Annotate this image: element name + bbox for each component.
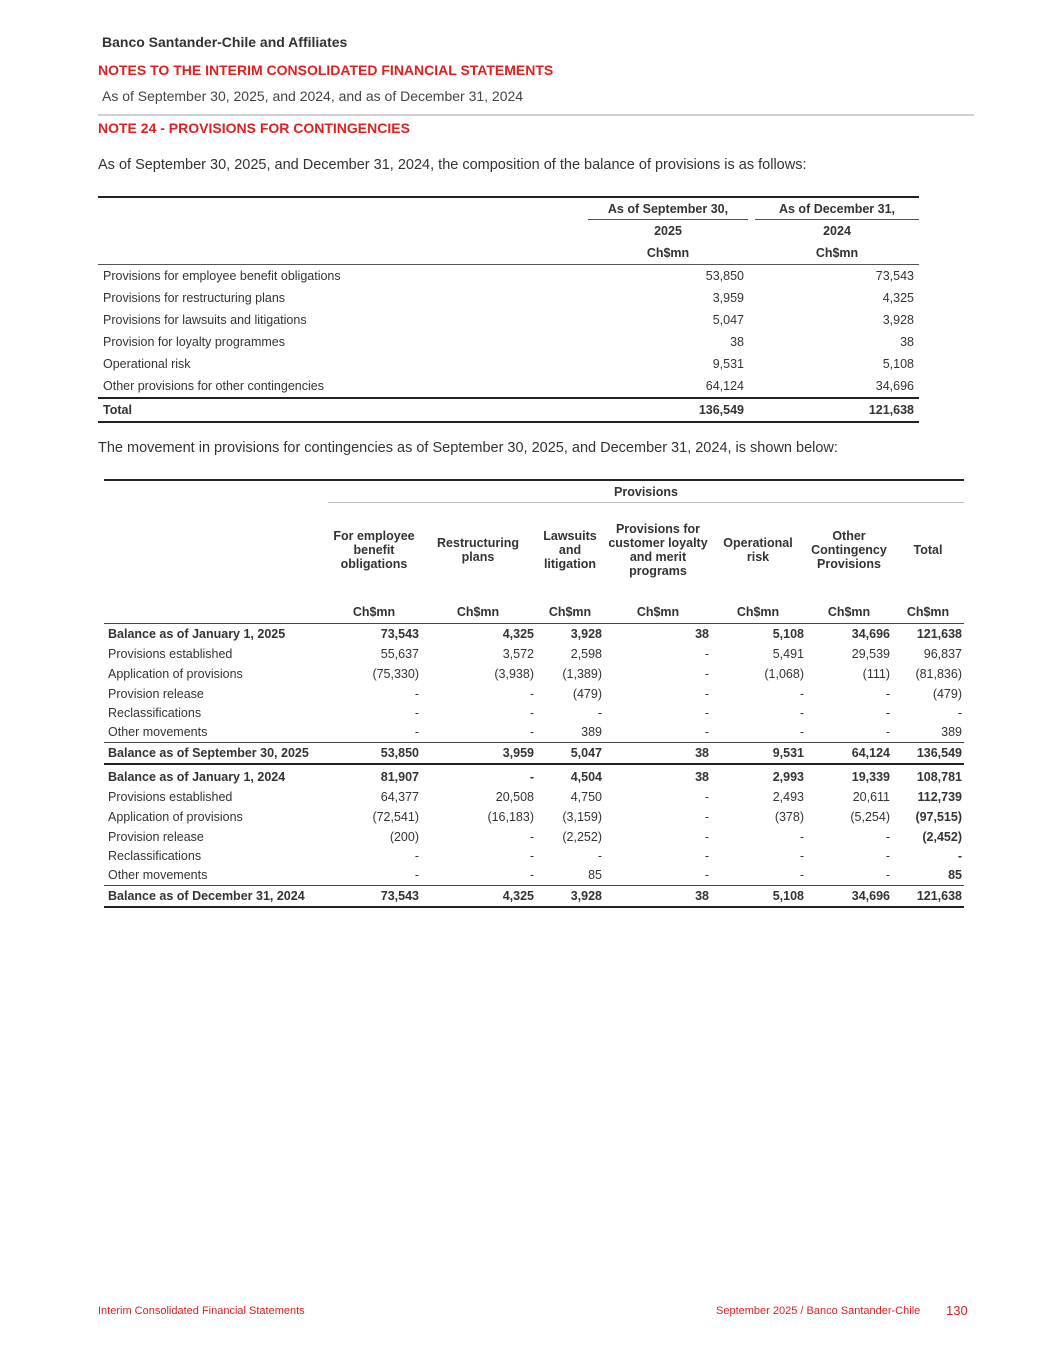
row-label: Provisions for lawsuits and litigations bbox=[103, 313, 307, 327]
table-row bbox=[104, 684, 964, 704]
col-operational-risk: Operational risk bbox=[723, 536, 793, 564]
cell-value: 29,539 bbox=[851, 647, 890, 661]
unit-label: Ch$mn bbox=[548, 605, 592, 619]
row-label: Balance as of December 31, 2024 bbox=[108, 889, 305, 903]
cell-value: - bbox=[799, 849, 804, 863]
cell-value: - bbox=[529, 725, 534, 739]
cell-value: - bbox=[885, 868, 890, 882]
cell-value: - bbox=[799, 725, 804, 739]
cell-value: 34,696 bbox=[851, 889, 890, 903]
value-2025: 53,850 bbox=[705, 269, 744, 283]
table-row bbox=[104, 767, 964, 787]
cell-value: 121,638 bbox=[916, 627, 962, 641]
cell-value: 3,928 bbox=[570, 627, 602, 641]
table-row bbox=[104, 886, 964, 906]
table-row bbox=[98, 309, 919, 331]
cell-value: - bbox=[704, 868, 709, 882]
cell-value: (2,252) bbox=[562, 830, 602, 844]
cell-value: - bbox=[799, 868, 804, 882]
cell-value: - bbox=[414, 725, 419, 739]
row-label: Balance as of September 30, 2025 bbox=[108, 746, 309, 760]
column-headers bbox=[104, 503, 964, 601]
cell-value: - bbox=[529, 849, 534, 863]
cell-value: 81,907 bbox=[380, 770, 419, 784]
table-row bbox=[104, 787, 964, 807]
cell-value: 5,108 bbox=[772, 627, 804, 641]
cell-value: 5,047 bbox=[570, 746, 602, 760]
row-label: Balance as of January 1, 2024 bbox=[108, 770, 286, 784]
cell-value: 73,543 bbox=[380, 889, 419, 903]
cell-value: (479) bbox=[932, 687, 962, 701]
cell-value: 5,491 bbox=[772, 647, 804, 661]
cell-value: - bbox=[704, 725, 709, 739]
year-2025: 2025 bbox=[654, 224, 682, 238]
cell-value: (97,515) bbox=[915, 810, 962, 824]
cell-value: 20,611 bbox=[852, 790, 890, 804]
col-loyalty: Provisions for customer loyalty and merit programs bbox=[608, 522, 708, 578]
unit-label: Ch$mn bbox=[906, 605, 950, 619]
unit-row bbox=[104, 601, 964, 623]
col-sep-2025-head: As of September 30, bbox=[607, 202, 729, 216]
cell-value: 3,928 bbox=[570, 889, 602, 903]
year-2024: 2024 bbox=[823, 224, 851, 238]
cell-value: 5,108 bbox=[772, 889, 804, 903]
cell-value: 389 bbox=[941, 725, 962, 739]
cell-value: (1,389) bbox=[562, 667, 602, 681]
cell-value: - bbox=[704, 647, 709, 661]
unit-label: Ch$mn bbox=[456, 605, 500, 619]
cell-value: (81,836) bbox=[915, 667, 962, 681]
row-label: Operational risk bbox=[103, 357, 191, 371]
col-employee-benefit: For employee benefit obligations bbox=[333, 529, 415, 571]
row-label: Balance as of January 1, 2025 bbox=[108, 627, 286, 641]
col-total: Total bbox=[913, 543, 943, 557]
unit-label: Ch$mn bbox=[736, 605, 780, 619]
cell-value: 53,850 bbox=[380, 746, 419, 760]
col-other-contingency: Other Contingency Provisions bbox=[811, 529, 887, 571]
table-row bbox=[104, 743, 964, 763]
cell-value: - bbox=[414, 706, 419, 720]
cell-value: (3,938) bbox=[494, 667, 534, 681]
table-row bbox=[104, 624, 964, 644]
cell-value: - bbox=[885, 706, 890, 720]
value-2024: 3,928 bbox=[882, 313, 914, 327]
row-label: Other provisions for other contingencies bbox=[103, 379, 324, 393]
cell-value: 38 bbox=[695, 627, 709, 641]
cell-value: (75,330) bbox=[372, 667, 419, 681]
value-2025: 38 bbox=[730, 335, 744, 349]
cell-value: - bbox=[529, 868, 534, 882]
value-2024: 73,543 bbox=[875, 269, 914, 283]
cell-value: 4,750 bbox=[570, 790, 602, 804]
cell-value: - bbox=[414, 868, 419, 882]
cell-value: 85 bbox=[588, 868, 602, 882]
cell-value: 112,739 bbox=[917, 790, 962, 804]
row-label: Application of provisions bbox=[108, 810, 243, 824]
cell-value: 85 bbox=[948, 868, 962, 882]
value-2024: 5,108 bbox=[882, 357, 914, 371]
cell-value: 3,572 bbox=[502, 647, 534, 661]
group-head: Provisions bbox=[614, 485, 678, 499]
cell-value: 2,493 bbox=[772, 790, 804, 804]
cell-value: - bbox=[704, 790, 709, 804]
row-label: Reclassifications bbox=[108, 849, 202, 863]
value-2024: 38 bbox=[900, 335, 914, 349]
cell-value: - bbox=[704, 687, 709, 701]
cell-value: 3,959 bbox=[502, 746, 534, 760]
footer-bank: Banco Santander-Chile bbox=[806, 1305, 921, 1317]
cell-value: (2,452) bbox=[922, 830, 962, 844]
cell-value: - bbox=[529, 706, 534, 720]
cell-value: - bbox=[885, 687, 890, 701]
cell-value: - bbox=[885, 849, 890, 863]
intro-text: As of September 30, 2025, and December 31, 2024, the composition of the balance of provisions is as follows: bbox=[98, 157, 807, 173]
cell-value: 4,325 bbox=[502, 889, 534, 903]
cell-value: 136,549 bbox=[916, 746, 962, 760]
row-label: Provision release bbox=[108, 687, 204, 701]
cell-value: 73,543 bbox=[380, 627, 419, 641]
table-row bbox=[98, 265, 919, 287]
cell-value: 38 bbox=[695, 746, 709, 760]
table-row bbox=[104, 722, 964, 742]
table-row bbox=[104, 664, 964, 684]
cell-value: 55,637 bbox=[380, 647, 419, 661]
cell-value: (16,183) bbox=[487, 810, 534, 824]
total-label: Total bbox=[103, 403, 132, 417]
cell-value: - bbox=[529, 830, 534, 844]
unit-label: Ch$mn bbox=[827, 605, 871, 619]
cell-value: - bbox=[597, 849, 602, 863]
cell-value: (378) bbox=[774, 810, 804, 824]
cell-value: 19,339 bbox=[851, 770, 890, 784]
row-label: Provision for loyalty programmes bbox=[103, 335, 286, 349]
unit-label: Ch$mn bbox=[352, 605, 396, 619]
cell-value: (200) bbox=[389, 830, 419, 844]
footer-date: September 2025 / bbox=[716, 1305, 807, 1317]
footer-right bbox=[716, 1305, 920, 1317]
row-label: Other movements bbox=[108, 725, 208, 739]
provisions-balance-table bbox=[98, 196, 919, 423]
cell-value: (1,068) bbox=[764, 667, 804, 681]
cell-value: (111) bbox=[862, 667, 890, 681]
movement-intro-text: The movement in provisions for contingencies as of September 30, 2025, and December 31, 2024, is shown below: bbox=[98, 440, 838, 456]
value-2025: 5,047 bbox=[712, 313, 744, 327]
col-dec-2024-head: As of December 31, bbox=[778, 202, 896, 216]
date-line: As of September 30, 2025, and 2024, and as of December 31, 2024 bbox=[102, 88, 524, 104]
cell-value: 4,325 bbox=[502, 627, 534, 641]
notes-title: NOTES TO THE INTERIM CONSOLIDATED FINANCIAL STATEMENTS bbox=[98, 62, 554, 78]
cell-value: (72,541) bbox=[372, 810, 419, 824]
cell-value: - bbox=[885, 830, 890, 844]
total-row bbox=[98, 399, 919, 421]
cell-value: - bbox=[704, 849, 709, 863]
cell-value: - bbox=[957, 849, 962, 863]
footer-left: Interim Consolidated Financial Statements bbox=[98, 1305, 305, 1317]
row-label: Application of provisions bbox=[108, 667, 243, 681]
cell-value: - bbox=[885, 725, 890, 739]
unit-label: Ch$mn bbox=[646, 246, 690, 260]
cell-value: 96,837 bbox=[923, 647, 962, 661]
table-row bbox=[104, 807, 964, 827]
table-row bbox=[104, 827, 964, 847]
value-2025: 3,959 bbox=[712, 291, 744, 305]
table-row bbox=[104, 865, 964, 885]
cell-value: 389 bbox=[581, 725, 602, 739]
value-2024: 34,696 bbox=[875, 379, 914, 393]
cell-value: 20,508 bbox=[495, 790, 534, 804]
cell-value: - bbox=[799, 830, 804, 844]
row-label: Provisions for employee benefit obligations bbox=[103, 269, 341, 283]
value-2024: 4,325 bbox=[882, 291, 914, 305]
row-label: Other movements bbox=[108, 868, 208, 882]
cell-value: 64,377 bbox=[380, 790, 419, 804]
cell-value: - bbox=[704, 830, 709, 844]
cell-value: - bbox=[414, 849, 419, 863]
cell-value: (5,254) bbox=[850, 810, 890, 824]
cell-value: - bbox=[529, 770, 534, 784]
table-row bbox=[98, 331, 919, 353]
cell-value: (479) bbox=[572, 687, 602, 701]
header-divider bbox=[98, 114, 974, 116]
row-label: Provisions established bbox=[108, 647, 233, 661]
row-label: Provision release bbox=[108, 830, 204, 844]
page-number: 130 bbox=[946, 1303, 968, 1318]
provisions-movement-table bbox=[104, 479, 964, 908]
row-label: Provisions established bbox=[108, 790, 233, 804]
table-row bbox=[104, 847, 964, 865]
table-row bbox=[104, 644, 964, 664]
cell-value: 108,781 bbox=[916, 770, 962, 784]
row-label: Reclassifications bbox=[108, 706, 202, 720]
cell-value: 2,993 bbox=[772, 770, 804, 784]
cell-value: 121,638 bbox=[916, 889, 962, 903]
cell-value: - bbox=[799, 706, 804, 720]
cell-value: 34,696 bbox=[851, 627, 890, 641]
cell-value: 4,504 bbox=[570, 770, 602, 784]
cell-value: - bbox=[529, 687, 534, 701]
cell-value: 64,124 bbox=[851, 746, 890, 760]
table1-unit-row bbox=[98, 242, 919, 264]
cell-value: 38 bbox=[695, 770, 709, 784]
cell-value: - bbox=[799, 687, 804, 701]
unit-label: Ch$mn bbox=[636, 605, 680, 619]
cell-value: 9,531 bbox=[772, 746, 804, 760]
value-2025: 9,531 bbox=[712, 357, 744, 371]
cell-value: - bbox=[704, 667, 709, 681]
table1-header-row bbox=[98, 198, 919, 220]
note-title: NOTE 24 - PROVISIONS FOR CONTINGENCIES bbox=[98, 120, 410, 136]
cell-value: 2,598 bbox=[570, 647, 602, 661]
provisions-group-header bbox=[104, 481, 964, 503]
unit-label: Ch$mn bbox=[815, 246, 859, 260]
cell-value: 38 bbox=[695, 889, 709, 903]
row-label: Provisions for restructuring plans bbox=[103, 291, 286, 305]
total-2025: 136,549 bbox=[698, 403, 744, 417]
col-lawsuits: Lawsuits and litigation bbox=[543, 529, 597, 571]
cell-value: - bbox=[414, 687, 419, 701]
table-row bbox=[98, 375, 919, 397]
col-restructuring: Restructuring plans bbox=[437, 536, 519, 564]
cell-value: - bbox=[704, 706, 709, 720]
table1-year-row bbox=[98, 220, 919, 242]
table-row bbox=[104, 704, 964, 722]
cell-value: (3,159) bbox=[562, 810, 602, 824]
table-row bbox=[98, 353, 919, 375]
value-2025: 64,124 bbox=[705, 379, 744, 393]
company-name: Banco Santander-Chile and Affiliates bbox=[102, 34, 348, 50]
cell-value: - bbox=[704, 810, 709, 824]
total-2024: 121,638 bbox=[868, 403, 914, 417]
cell-value: - bbox=[957, 706, 962, 720]
table-row bbox=[98, 287, 919, 309]
cell-value: - bbox=[597, 706, 602, 720]
